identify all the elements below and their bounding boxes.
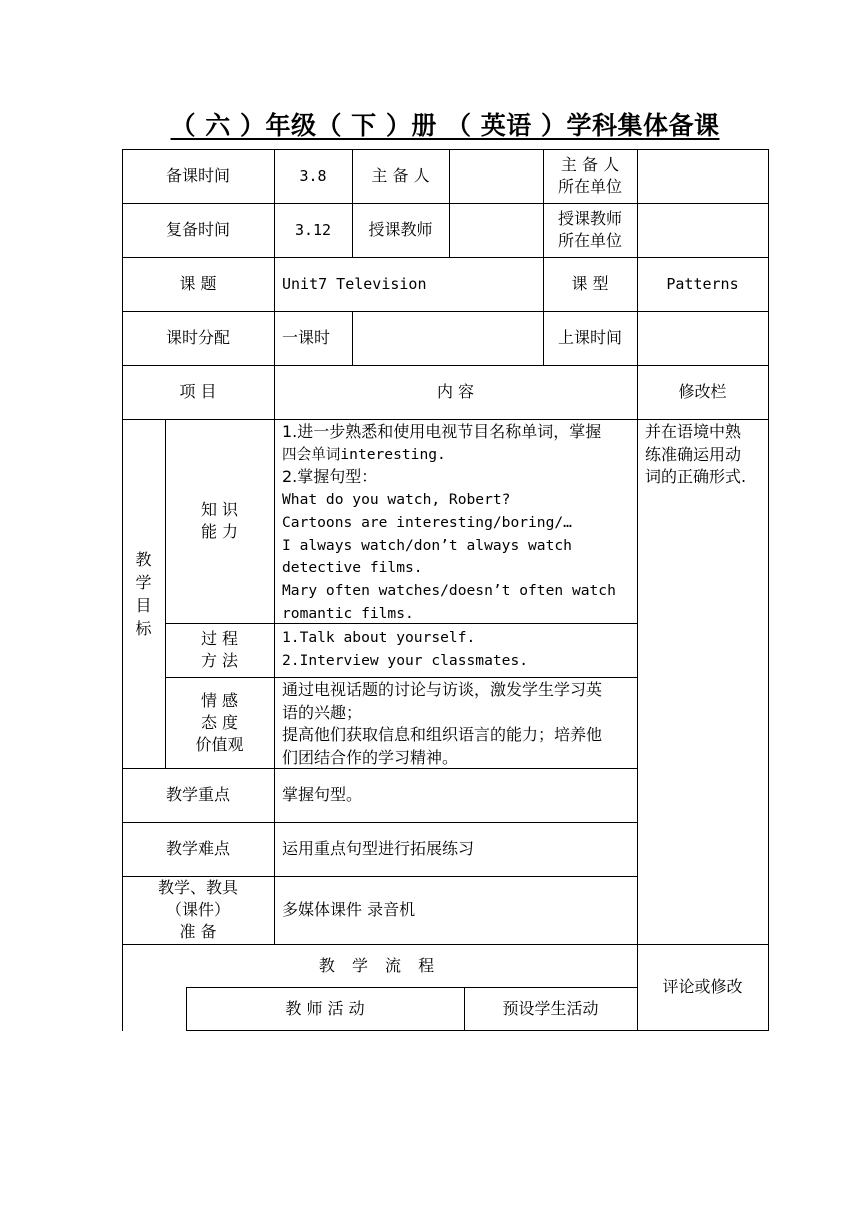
revision-note-line: 并在语境中熟 [645, 422, 742, 441]
content-header: 内 容 [436, 382, 475, 401]
teacher-value[interactable] [449, 203, 543, 257]
emotion-line: 们团结合作的学习精神。 [282, 748, 459, 768]
revision-note [637, 419, 768, 944]
main-preparer-unit-label-line1: 主 备 人 [560, 155, 620, 174]
process-label-line1: 过 程 [200, 629, 239, 648]
item-header: 项 目 [179, 382, 217, 401]
revision-note-line: 练准确运用动 [645, 444, 742, 464]
comment-header: 评论或修改 [662, 977, 743, 996]
knowledge-line: Mary often watches/doesn’t often watch [282, 581, 616, 599]
period-label: 课时分配 [165, 328, 230, 347]
aids-value: 多媒体课件 录音机 [282, 900, 416, 919]
prep-time-value: 3.8 [299, 167, 327, 185]
page-title: （ 六 ）年级（ 下 ）册 （ 英语 ）学科集体备课 [170, 111, 720, 140]
emotion-label [165, 677, 274, 768]
difficulty-label: 教学难点 [165, 839, 230, 858]
flow-header-text: 教 学 流 程 [318, 955, 441, 975]
topic-label: 课 题 [179, 274, 217, 293]
main-preparer-unit-value[interactable] [637, 149, 768, 203]
lesson-type-label: 课 型 [571, 274, 609, 293]
revision-note-line: 词的正确形式. [645, 467, 747, 487]
knowledge-line: 1.进一步熟悉和使用电视节目名称单词，掌握 [282, 422, 602, 441]
class-time-label: 上课时间 [557, 328, 622, 347]
knowledge-line: What do you watch, Robert? [282, 491, 511, 509]
emotion-content [274, 677, 637, 768]
knowledge-label-line2: 能 力 [200, 522, 239, 541]
main-preparer-value[interactable] [449, 149, 543, 203]
lesson-type-value: Patterns [666, 275, 739, 293]
teacher-unit-label-line2: 所在单位 [557, 231, 622, 250]
process-line: 2.Interview your classmates. [282, 652, 529, 669]
knowledge-label [165, 419, 274, 623]
knowledge-line: I always watch/don’t always watch [282, 536, 572, 554]
period-value: 一课时 [282, 328, 331, 347]
teacher-label: 授课教师 [368, 220, 433, 239]
flow-header [122, 944, 637, 987]
teacher-unit-value[interactable] [637, 203, 768, 257]
goals-label [122, 419, 165, 768]
process-content [274, 623, 637, 677]
aids-label-line1: 教学、教具 [157, 878, 238, 897]
key-point-value: 掌握句型。 [282, 785, 363, 804]
process-label [165, 623, 274, 677]
aids-label-line3: 准 备 [179, 922, 217, 941]
knowledge-line: Cartoons are interesting/boring/… [282, 513, 572, 531]
class-time-value[interactable] [637, 311, 768, 365]
process-label-line2: 方 法 [200, 651, 239, 670]
emotion-line: 语的兴趣； [282, 702, 363, 722]
difficulty-value: 运用重点句型进行拓展练习 [282, 839, 475, 858]
revision-header: 修改栏 [678, 382, 727, 401]
prep-time-label: 备课时间 [165, 166, 230, 185]
process-line: 1.Talk about yourself. [282, 629, 476, 647]
key-point-label: 教学重点 [165, 785, 230, 804]
teacher-unit-label [543, 203, 637, 257]
emotion-line: 通过电视话题的讨论与访谈，激发学生学习英 [282, 680, 603, 699]
knowledge-line: 四会单词interesting. [282, 445, 446, 463]
student-activity-header: 预设学生活动 [502, 998, 599, 1018]
teacher-unit-label-line1: 授课教师 [557, 209, 622, 228]
knowledge-label-line1: 知 识 [200, 500, 239, 519]
goals-label-text: 教学目标 [135, 549, 152, 638]
main-preparer-unit-label-line2: 所在单位 [557, 177, 622, 196]
review-time-value: 3.12 [294, 221, 332, 239]
topic-value: Unit7 Television [282, 275, 427, 293]
aids-label-line2: （课件） [165, 900, 230, 919]
teacher-activity-header: 教 师 活 动 [285, 998, 365, 1018]
emotion-line: 提高他们获取信息和组织语言的能力；培养他 [282, 725, 603, 745]
review-time-label: 复备时间 [165, 220, 230, 239]
main-preparer-unit-label [543, 149, 637, 203]
main-preparer-label: 主 备 人 [371, 166, 430, 185]
knowledge-line: detective films. [282, 559, 423, 577]
emotion-label-line2: 态 度 [200, 712, 239, 732]
knowledge-line: 2.掌握句型： [282, 467, 378, 487]
emotion-label-line1: 情 感 [200, 690, 239, 710]
knowledge-line: romantic films. [282, 604, 414, 622]
emotion-label-line3: 价值观 [195, 734, 244, 754]
period-extra[interactable] [352, 311, 543, 365]
knowledge-content [274, 419, 637, 623]
aids-label [122, 876, 274, 944]
